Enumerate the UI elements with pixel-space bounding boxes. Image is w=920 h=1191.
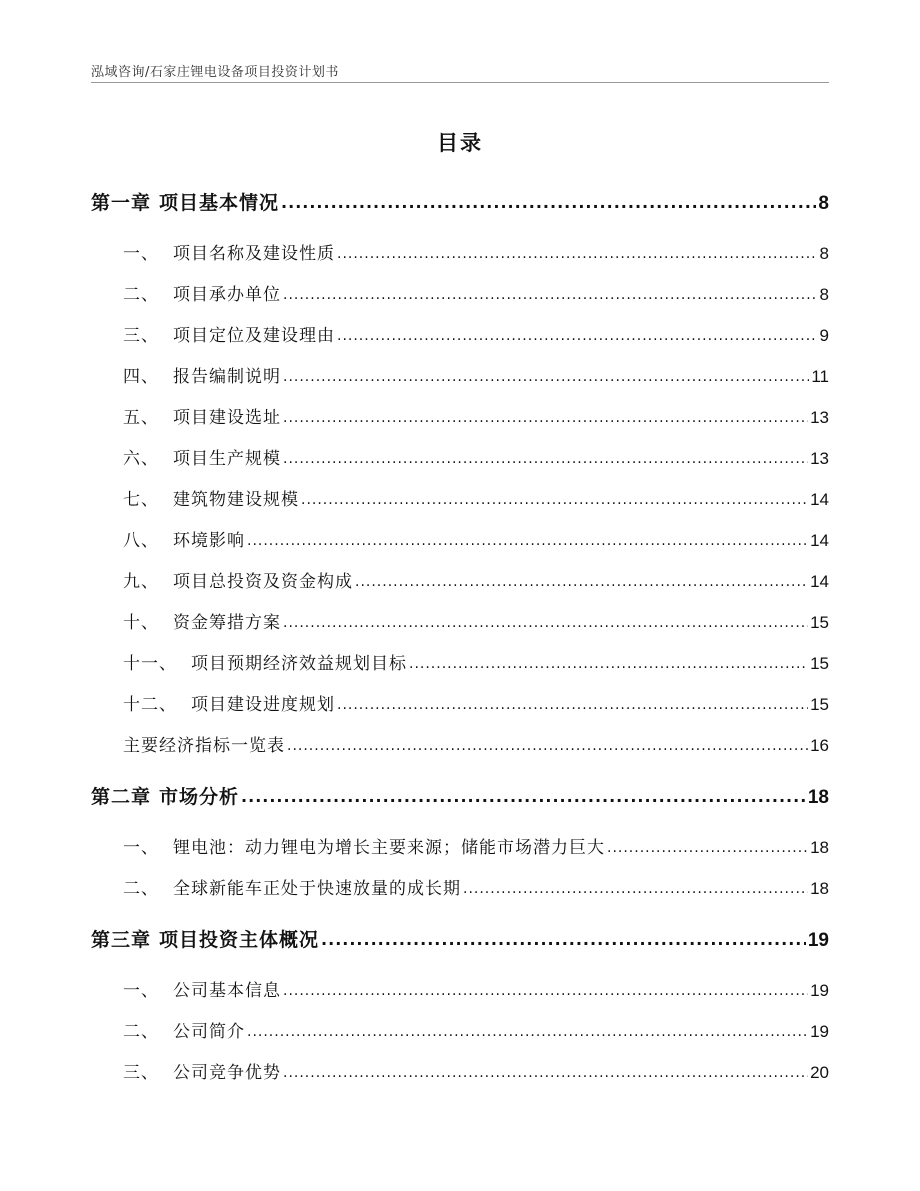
dot-leader — [283, 1062, 808, 1082]
toc-section[interactable] — [123, 526, 829, 551]
dot-leader — [283, 407, 808, 427]
dot-leader — [337, 694, 808, 714]
toc-page-number: 14 — [810, 572, 829, 591]
toc-section[interactable] — [123, 1017, 829, 1042]
toc-chapter[interactable] — [91, 782, 829, 809]
header-rule — [91, 82, 829, 83]
toc-entry-title: 项目生产规模 — [173, 449, 281, 469]
dot-leader — [321, 928, 806, 950]
toc-section[interactable] — [123, 608, 829, 633]
toc-number: 一、 — [123, 244, 159, 264]
toc-page-number: 15 — [810, 695, 829, 714]
toc-page-number: 19 — [807, 930, 829, 951]
toc-number: 十、 — [123, 613, 159, 633]
dot-leader — [283, 448, 808, 468]
toc-page-number: 19 — [810, 981, 829, 1000]
dot-leader — [337, 243, 818, 263]
toc-number: 七、 — [123, 490, 159, 510]
toc-entry-title: 项目投资主体概况 — [159, 929, 320, 951]
toc-entry-title: 市场分析 — [159, 786, 240, 808]
toc-page-number: 14 — [810, 490, 829, 509]
dot-leader — [287, 735, 808, 755]
toc-page-number: 16 — [810, 736, 829, 755]
toc-entry-title: 公司简介 — [173, 1022, 245, 1042]
toc-section[interactable] — [123, 874, 829, 899]
dot-leader — [301, 489, 808, 509]
toc-number: 四、 — [123, 367, 159, 387]
toc-entry-title: 主要经济指标一览表 — [123, 736, 285, 756]
toc-number: 三、 — [123, 1063, 159, 1083]
toc-page-number: 20 — [810, 1063, 829, 1082]
running-header: 泓域咨询/石家庄锂电设备项目投资计划书 — [91, 65, 339, 80]
toc-number: 九、 — [123, 572, 159, 592]
toc-chapter[interactable] — [91, 188, 829, 215]
toc-entry-title: 环境影响 — [173, 531, 245, 551]
toc-number: 二、 — [123, 285, 159, 305]
toc-entry-title: 公司基本信息 — [173, 981, 281, 1001]
toc-page-number: 8 — [819, 285, 829, 304]
toc-number: 三、 — [123, 326, 159, 346]
toc-page-number: 15 — [810, 613, 829, 632]
toc-page-number: 19 — [810, 1022, 829, 1041]
dot-leader — [283, 366, 809, 386]
toc-number: 二、 — [123, 879, 159, 899]
toc-entry-title: 项目定位及建设理由 — [173, 326, 335, 346]
toc-entry-title: 项目总投资及资金构成 — [173, 572, 353, 592]
toc-section[interactable] — [123, 403, 829, 428]
toc-section[interactable] — [123, 690, 829, 715]
toc-page-number: 14 — [810, 531, 829, 550]
toc-section[interactable] — [123, 976, 829, 1001]
toc-entry-title: 项目承办单位 — [173, 285, 281, 305]
toc-page-number: 18 — [810, 838, 829, 857]
toc-entry-title: 项目预期经济效益规划目标 — [191, 654, 407, 674]
toc-entry-title: 公司竞争优势 — [173, 1063, 281, 1083]
toc-entry-title: 项目建设进度规划 — [191, 695, 335, 715]
toc-number: 二、 — [123, 1022, 159, 1042]
toc-title: 目录 — [437, 131, 483, 155]
toc-entry-title: 资金筹措方案 — [173, 613, 281, 633]
toc-entry-title: 建筑物建设规模 — [173, 490, 299, 510]
toc-entry-title: 全球新能车正处于快速放量的成长期 — [173, 879, 461, 899]
toc-page-number: 9 — [819, 326, 829, 345]
toc-number: 八、 — [123, 531, 159, 551]
toc-number: 十二、 — [123, 695, 177, 715]
toc-section[interactable] — [123, 649, 829, 674]
toc-page-number: 8 — [819, 244, 829, 263]
dot-leader — [247, 1021, 808, 1041]
toc-section[interactable] — [123, 833, 829, 858]
toc-section[interactable] — [123, 362, 829, 387]
dot-leader — [337, 325, 818, 345]
toc-page-number: 18 — [810, 879, 829, 898]
dot-leader — [283, 612, 808, 632]
toc-entry-title: 项目名称及建设性质 — [173, 244, 335, 264]
toc-page-number: 8 — [818, 193, 829, 214]
toc-section[interactable] — [123, 321, 829, 346]
toc-page-number: 13 — [810, 449, 829, 468]
toc-section[interactable] — [123, 1058, 829, 1083]
toc-number: 六、 — [123, 449, 159, 469]
dot-leader — [463, 878, 808, 898]
dot-leader — [283, 980, 808, 1000]
toc-number: 一、 — [123, 838, 159, 858]
dot-leader — [409, 653, 808, 673]
dot-leader — [355, 571, 808, 591]
dot-leader — [247, 530, 808, 550]
toc-chapter[interactable] — [91, 925, 829, 952]
toc-entry-title: 报告编制说明 — [173, 367, 281, 387]
dot-leader — [607, 837, 808, 857]
toc-entry-title: 项目建设选址 — [173, 408, 281, 428]
toc-section[interactable] — [123, 567, 829, 592]
toc-section[interactable] — [123, 239, 829, 264]
toc-number: 五、 — [123, 408, 159, 428]
dot-leader — [241, 785, 806, 807]
toc-number: 十一、 — [123, 654, 177, 674]
toc-entry-title: 锂电池：动力锂电为增长主要来源；储能市场潜力巨大 — [173, 838, 605, 858]
toc-page-number: 15 — [810, 654, 829, 673]
toc-number: 一、 — [123, 981, 159, 1001]
toc-section[interactable] — [123, 731, 829, 756]
toc-page-number: 18 — [807, 787, 829, 808]
toc-section[interactable] — [123, 444, 829, 469]
toc-section[interactable] — [123, 485, 829, 510]
toc-page-number: 11 — [811, 367, 829, 386]
toc-number: 第一章 — [91, 192, 152, 214]
dot-leader — [283, 284, 818, 304]
toc-page-number: 13 — [810, 408, 829, 427]
dot-leader — [281, 191, 816, 213]
toc-entry-title: 项目基本情况 — [159, 192, 280, 214]
toc-section[interactable] — [123, 280, 829, 305]
toc-number: 第二章 — [91, 786, 152, 808]
toc-number: 第三章 — [91, 929, 152, 951]
